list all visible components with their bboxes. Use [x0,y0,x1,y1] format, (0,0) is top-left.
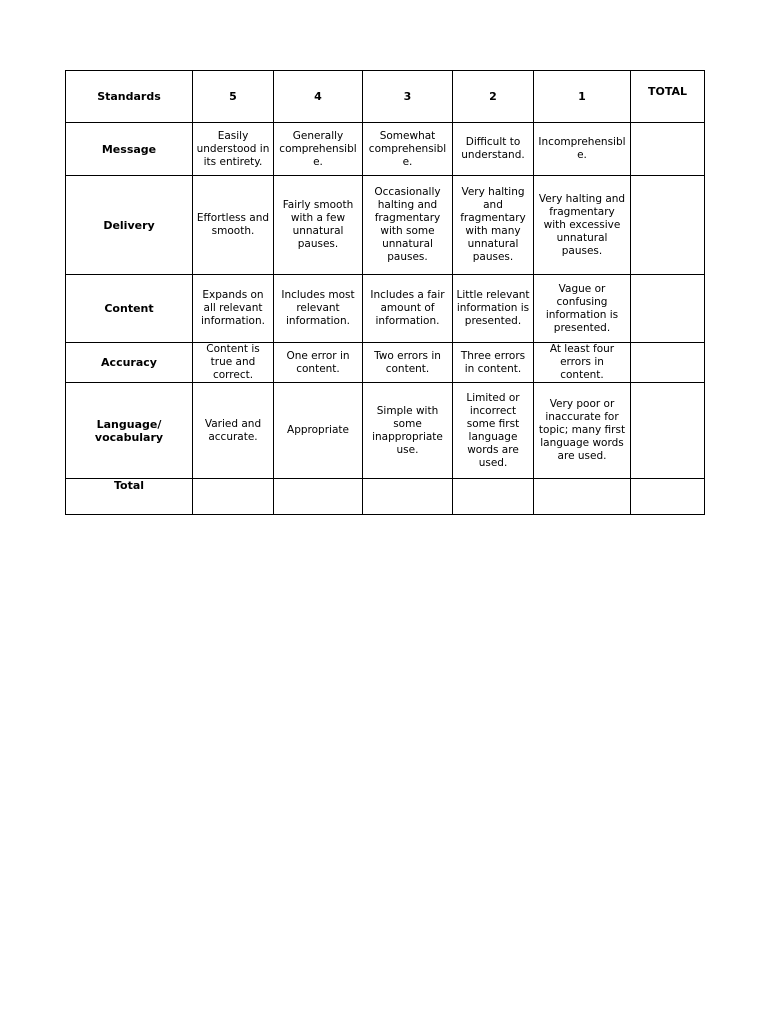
cell-message-total [631,123,705,176]
cell-content-2: Little relevant information is presented. [453,275,534,343]
cell-accuracy-total [631,343,705,383]
header-level-5: 5 [193,71,274,123]
cell-content-3: Includes a fair amount of information. [363,275,453,343]
standard-content: Content [66,275,193,343]
total-cell-4 [274,479,363,515]
rubric-table [65,70,705,515]
total-cell-1 [534,479,631,515]
standard-language-vocabulary: Language/ vocabulary [66,383,193,479]
header-level-3: 3 [363,71,453,123]
cell-accuracy-1: At least four errors in content. [534,343,631,383]
rubric-row-language [66,383,705,479]
cell-content-1: Vague or confusing information is presented. [534,275,631,343]
cell-delivery-5: Effortless and smooth. [193,176,274,275]
header-standards: Standards [66,71,193,123]
rubric-row-message [66,123,705,176]
cell-language-4: Appropriate [274,383,363,479]
cell-language-total [631,383,705,479]
cell-language-2: Limited or incorrect some first language words are used. [453,383,534,479]
total-label: Total [66,479,193,515]
standard-delivery: Delivery [66,176,193,275]
rubric-row-accuracy [66,343,705,383]
cell-content-5: Expands on all relevant information. [193,275,274,343]
header-level-2: 2 [453,71,534,123]
cell-delivery-4: Fairly smooth with a few unnatural pauses. [274,176,363,275]
cell-accuracy-3: Two errors in content. [363,343,453,383]
header-row [66,71,705,123]
header-level-4: 4 [274,71,363,123]
total-cell-2 [453,479,534,515]
rubric-row-content [66,275,705,343]
header-total: TOTAL [631,71,705,123]
standard-accuracy: Accuracy [66,343,193,383]
total-cell-grand [631,479,705,515]
cell-accuracy-5: Content is true and correct. [193,343,274,383]
cell-delivery-3: Occasionally halting and fragmentary with some unnatural pauses. [363,176,453,275]
total-row [66,479,705,515]
cell-message-1: Incomprehensible. [534,123,631,176]
cell-delivery-total [631,176,705,275]
cell-delivery-1: Very halting and fragmentary with excessive unnatural pauses. [534,176,631,275]
total-cell-3 [363,479,453,515]
cell-message-2: Difficult to understand. [453,123,534,176]
cell-content-4: Includes most relevant information. [274,275,363,343]
total-cell-5 [193,479,274,515]
standard-message: Message [66,123,193,176]
cell-language-5: Varied and accurate. [193,383,274,479]
cell-delivery-2: Very halting and fragmentary with many unnatural pauses. [453,176,534,275]
cell-content-total [631,275,705,343]
cell-accuracy-2: Three errors in content. [453,343,534,383]
cell-message-4: Generally comprehensible. [274,123,363,176]
cell-accuracy-4: One error in content. [274,343,363,383]
rubric-row-delivery [66,176,705,275]
cell-message-3: Somewhat comprehensible. [363,123,453,176]
cell-message-5: Easily understood in its entirety. [193,123,274,176]
header-level-1: 1 [534,71,631,123]
cell-language-3: Simple with some inappropriate use. [363,383,453,479]
cell-language-1: Very poor or inaccurate for topic; many first language words are used. [534,383,631,479]
